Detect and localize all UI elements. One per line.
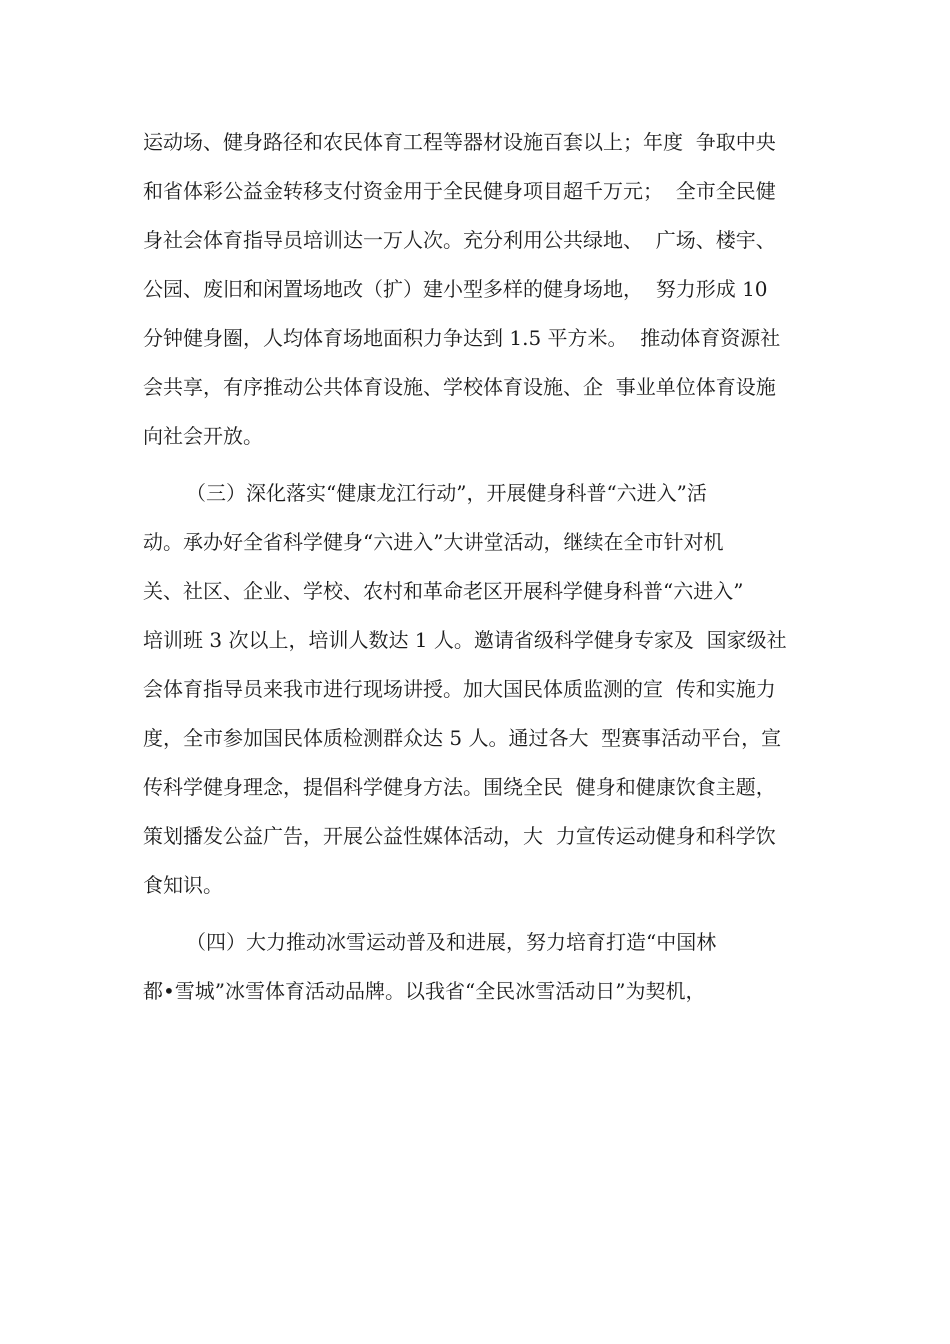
text-line-3: 身社会体育指导员培训达一万人次。充分利用公共绿地、 广场、楼宇、 xyxy=(143,228,776,252)
text-line-10: 关、社区、企业、学校、农村和革命老区开展科学健身科普“六进入” xyxy=(143,579,744,603)
text-line-4: 公园、废旧和闲置场地改（扩）建小型多样的健身场地， 努力形成 10 xyxy=(143,277,768,301)
text-line-1: 运动场、健身路径和农民体育工程等器材设施百套以上；年度 争取中央 xyxy=(143,130,776,154)
text-line-13: 度，全市参加国民体质检测群众达 5 人。通过各大 型赛事活动平台，宣 xyxy=(143,726,782,750)
text-line-2: 和省体彩公益金转移支付资金用于全民健身项目超千万元； 全市全民健 xyxy=(143,179,776,203)
paragraph-three-first-line: （三）深化落实“健康龙江行动”，开展健身科普“六进入”活 xyxy=(186,481,707,505)
paragraph-four-first-line: （四）大力推动冰雪运动普及和进展，努力培育打造“中国林 xyxy=(186,930,717,954)
text-line-5: 分钟健身圈，人均体育场地面积力争达到 1.5 平方米。 推动体育资源社 xyxy=(143,326,781,350)
text-line-9: 动。承办好全省科学健身“六进入”大讲堂活动，继续在全市针对机 xyxy=(143,530,724,554)
text-line-15: 策划播发公益广告，开展公益性媒体活动，大 力宣传运动健身和科学饮 xyxy=(143,824,776,848)
text-line-11: 培训班 3 次以上，培训人数达 1 人。邀请省级科学健身专家及 国家级社 xyxy=(143,628,787,652)
text-line-12: 会体育指导员来我市进行现场讲授。加大国民体质监测的宣 传和实施力 xyxy=(143,677,776,701)
text-line-6: 会共享，有序推动公共体育设施、学校体育设施、企 事业单位体育设施 xyxy=(143,375,776,399)
text-line-16: 食知识。 xyxy=(143,873,223,897)
text-line-14: 传科学健身理念，提倡科学健身方法。围绕全民 健身和健康饮食主题， xyxy=(143,775,776,799)
text-line-18: 都•雪城”冰雪体育活动品牌。以我省“全民冰雪活动日”为契机， xyxy=(143,979,706,1003)
text-line-7: 向社会开放。 xyxy=(143,424,263,448)
